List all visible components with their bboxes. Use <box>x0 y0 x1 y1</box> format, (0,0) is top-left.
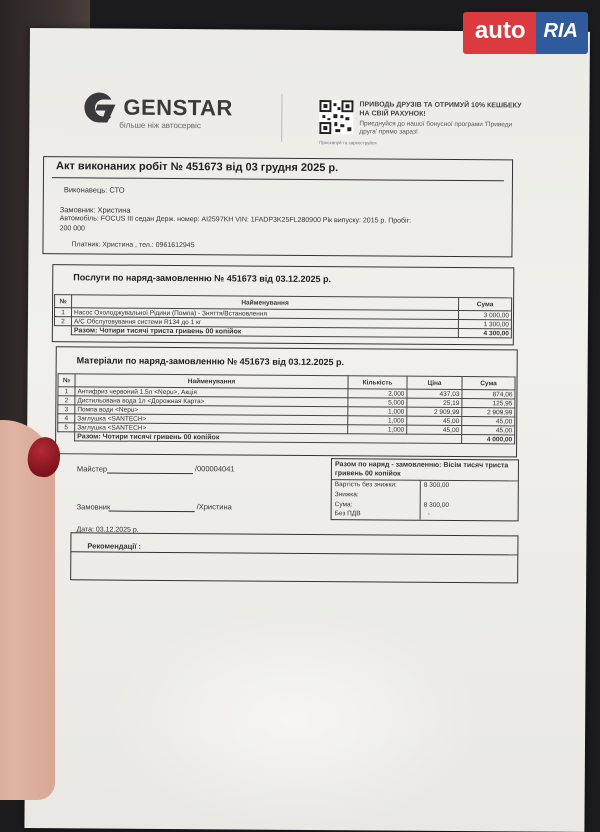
brand-name: GENSTAR <box>123 94 233 121</box>
qr-code-icon <box>319 100 353 134</box>
services-col-name: Найменування <box>72 295 459 311</box>
table-row: 2 Дистильована вода 1л <Дорожная Карта> 5,000 25,19 125,95 <box>58 396 515 408</box>
summary-sum-label: Сума: <box>334 501 353 509</box>
services-title: Послуги по наряд-замовленню № 451673 від 03.12.2025 р. <box>73 272 332 285</box>
act-box <box>42 156 513 257</box>
summary-vat-label: Без ПДВ <box>334 510 361 518</box>
services-col-sum: Сума <box>459 297 512 310</box>
mileage: 200 000 <box>59 225 85 233</box>
summary-no-discount-label: Вартість без знижки: <box>334 481 397 489</box>
table-row: 3 Помпа води <Nерu> 1,000 2 909,99 2 909,99 <box>58 405 515 417</box>
promo-title: ПРИВОДЬ ДРУЗІВ ТА ОТРИМУЙ 10% КЕШБЕКУ НА СВІЙ РАХУНОК! <box>359 101 522 118</box>
master-signature-line <box>107 473 193 475</box>
services-table <box>54 294 512 338</box>
summary-vat-value: - <box>427 510 430 518</box>
services-total-row: Разом: Чотири тисячі триста гривень 00 копійок 4 300,00 <box>54 326 511 338</box>
summary-discount-label: Знижка: <box>334 491 359 499</box>
watermark-ria: RIA <box>536 12 588 54</box>
watermark-auto: auto <box>463 12 536 54</box>
materials-col-name: Найменування <box>75 374 348 389</box>
materials-total-row: Разом: Чотири тисячі гривень 00 копійок 4 000,00 <box>58 432 515 444</box>
act-title: Акт виконаних робіт № 451673 від 03 грудня 2025 р. <box>55 160 339 175</box>
master-value: /000004041 <box>194 464 235 474</box>
genstar-logo-icon <box>81 90 117 124</box>
customer-sign-label: Замовник <box>76 502 111 512</box>
light-glare <box>104 609 486 832</box>
car-details: Автомобіль: FOCUS III седан Держ. номер: AI2597KH VIN: 1FADP3K25FL280900 Рік випуску: 2015 р. Пробіг: <box>59 215 412 225</box>
materials-title: Матеріали по наряд-замовленню № 451673 від 03.12.2025 р. <box>76 355 345 368</box>
materials-col-sum: Сума <box>462 377 515 390</box>
document-sheet <box>24 28 590 832</box>
autoria-watermark <box>463 12 588 54</box>
materials-col-qty: Кількість <box>348 376 407 389</box>
recommendations-box <box>70 532 518 583</box>
promo-small-text: Проскануй та зареєструйся <box>319 140 377 146</box>
customer: Замовник: Христина <box>59 205 131 215</box>
summary-total-label: Разом по наряд - замовленню: Вісім тисяч триста гривень 00 копійок <box>334 461 509 478</box>
brand-tagline: більше ніж автосервіс <box>119 120 201 131</box>
recommendations-label: Рекомендації : <box>87 541 142 551</box>
summary-box <box>331 458 519 521</box>
table-row: 5 Заглушка <SANTECH> 1,000 45,00 45,00 <box>58 423 515 435</box>
customer-signature-line <box>109 511 195 513</box>
summary-no-discount-value: 8 300,00 <box>423 481 450 489</box>
master-label: Майстер <box>76 464 108 474</box>
act-date: Дата: 03.12.2025 р. <box>76 526 139 534</box>
materials-table <box>57 373 515 444</box>
payer: Платник: Христина , тел.: 0961612945 <box>71 241 195 250</box>
customer-sign-value: /Христина <box>196 502 232 512</box>
table-row: 1 Насос Охолоджувальної Рідини (Помпа) - Зняття/Встановлення 3 000,00 <box>54 308 511 320</box>
table-row: 1 Антифриз червоний 1.5л <Nерu>, Акція 2,000 437,03 874,06 <box>58 387 515 399</box>
materials-col-no: № <box>58 374 75 387</box>
header-divider <box>281 94 282 142</box>
executor: Виконавець: СТО <box>63 185 125 195</box>
services-col-no: № <box>55 295 72 308</box>
summary-sum-value: 8 300,00 <box>423 501 450 509</box>
materials-col-price: Ціна <box>407 376 462 389</box>
table-row: 4 Заглушка <SANTECH> 1,000 45,00 45,00 <box>58 414 515 426</box>
table-row: 2 A/C Обслуговування системи R134 до 1 кг 1 300,00 <box>54 317 511 329</box>
promo-text: Приєднуйся до нашої бонусної програми 'Приведи друга' прямо зараз! <box>359 120 513 136</box>
